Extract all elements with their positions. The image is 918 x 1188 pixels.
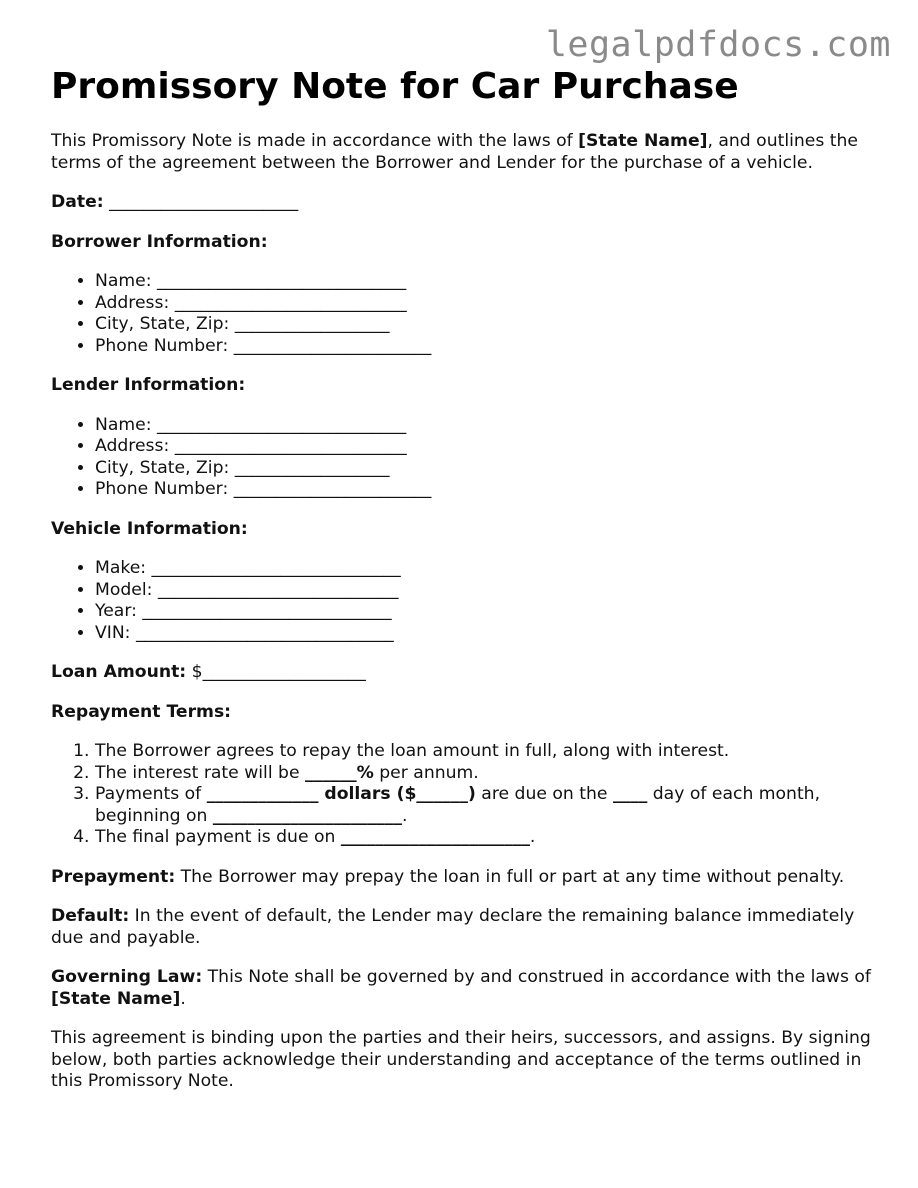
closing-paragraph: This agreement is binding upon the parties and their heirs, successors, and assigns. By signing below, both parties acknowledge their understanding and acceptance of the terms outlined in this Promissory Note. — [51, 1028, 871, 1091]
lender-name: • Name: _____________________________ — [95, 415, 881, 437]
lender-phone: • Phone Number: _______________________ — [95, 479, 881, 501]
start-date-blank: ______________________ — [212, 805, 402, 826]
vehicle-year: • Year: _____________________________ — [95, 601, 881, 623]
final-payment-blank: ______________________ — [340, 827, 530, 847]
document-title: Promissory Note for Car Purchase — [51, 66, 739, 107]
intro-text-before: This Promissory Note is made in accordance with the laws of — [51, 131, 579, 151]
governing-law-clause: Governing Law: This Note shall be governed by and construed in accordance with the laws of [State Name]. — [51, 967, 871, 1009]
repayment-heading: Repayment Terms: — [51, 701, 232, 722]
borrower-city-state-zip: • City, State, Zip: __________________ — [95, 314, 881, 336]
borrower-list — [51, 271, 881, 357]
lender-address: • Address: ___________________________ — [95, 436, 881, 458]
repayment-term-3: 3. Payments of _____________ dollars ($______) are due on the ____ day of each month, beginning on ______________________. — [95, 784, 881, 827]
payment-day-blank: ____ — [612, 784, 648, 804]
repayment-list — [51, 741, 881, 849]
date-label: Date: — [51, 192, 104, 212]
repayment-term-1: 1. The Borrower agrees to repay the loan amount in full, along with interest. — [95, 741, 881, 763]
repayment-term-2: 2. The interest rate will be ______% per annum. — [95, 763, 881, 785]
payment-amount-blank: _____________ dollars ($______) — [206, 784, 476, 804]
lender-list — [51, 415, 881, 501]
vehicle-make: • Make: _____________________________ — [95, 558, 881, 580]
vehicle-list — [51, 558, 881, 644]
default-clause: Default: In the event of default, the Lender may declare the remaining balance immediately due and payable. — [51, 906, 855, 948]
loan-amount-label: Loan Amount: — [51, 662, 187, 682]
loan-amount-blank: $___________________ — [191, 662, 366, 682]
vehicle-model: • Model: ____________________________ — [95, 580, 881, 602]
default-label: Default: — [51, 906, 130, 926]
date-blank: ______________________ — [109, 192, 299, 212]
watermark: legalpdfdocs.com — [545, 25, 891, 65]
governing-state-name: [State Name] — [51, 988, 181, 1009]
borrower-phone: • Phone Number: _______________________ — [95, 336, 881, 358]
borrower-address: • Address: ___________________________ — [95, 293, 881, 315]
borrower-heading: Borrower Information: — [51, 231, 268, 252]
governing-law-label: Governing Law: — [51, 967, 203, 987]
loan-amount-line — [51, 662, 881, 684]
document-body — [51, 66, 881, 1111]
interest-rate-blank: ______% — [305, 762, 374, 783]
intro-paragraph — [51, 131, 881, 174]
vehicle-vin: • VIN: ______________________________ — [95, 623, 881, 645]
lender-heading: Lender Information: — [51, 375, 246, 395]
date-line — [51, 192, 881, 214]
prepayment-label: Prepayment: — [51, 866, 176, 887]
vehicle-heading: Vehicle Information: — [51, 518, 248, 539]
borrower-name: • Name: _____________________________ — [95, 271, 881, 293]
intro-state-name: [State Name] — [578, 131, 708, 151]
intro-text-after: , and outlines the terms of the agreement between the Borrower and Lender for the purchase of a vehicle. — [51, 131, 858, 173]
prepayment-clause: Prepayment: The Borrower may prepay the loan in full or part at any time without penalty. — [51, 866, 845, 887]
repayment-term-4: 4. The final payment is due on ______________________. — [95, 827, 881, 849]
lender-city-state-zip: • City, State, Zip: __________________ — [95, 458, 881, 480]
